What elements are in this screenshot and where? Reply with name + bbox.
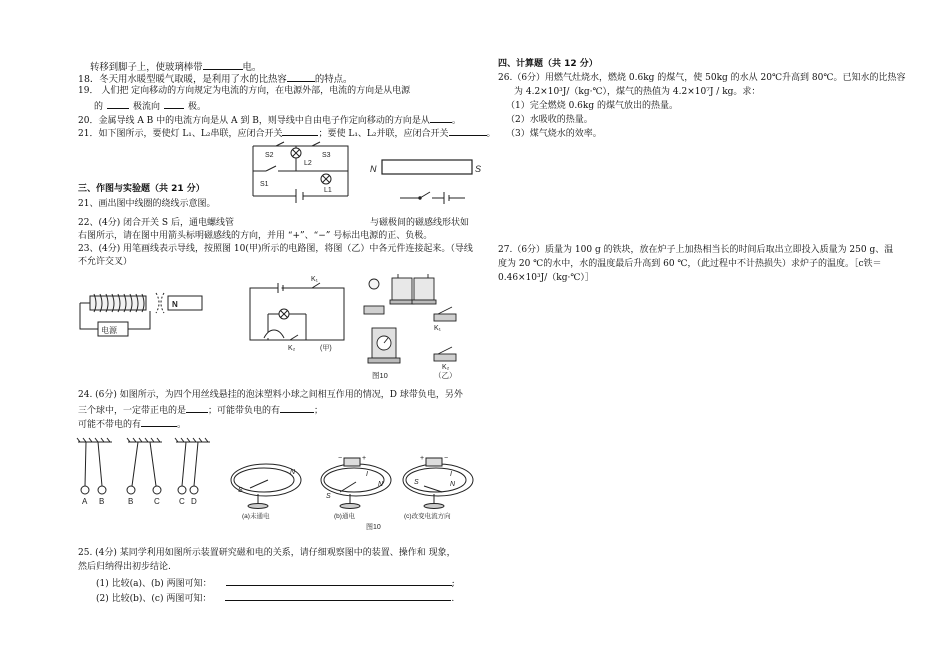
q27-line3: 0.46×10³J/（kg·℃）］ [498, 273, 594, 283]
q17-blank[interactable] [203, 60, 243, 70]
q25-blank-1[interactable] [226, 576, 452, 586]
q26-line2: 为 4.2×10³J/（kg·℃），煤气的热值为 4.2×10⁷J / kg。求： [514, 87, 761, 97]
q26-line1: 26.（6分）用燃气灶烧水，燃烧 0.6kg 的煤气，使 50kg 的水从 20℃升高到 80℃。已知水的比热容 [498, 73, 906, 83]
q21-blank-2[interactable] [449, 126, 487, 136]
label-s3: S3 [322, 152, 331, 159]
section-3-title: 三、作图与实验题（共 21 分） [78, 184, 205, 194]
q24-line2: 三个球中，一定带正电的是 ；可能带负电的有 ； [78, 403, 323, 418]
ball-label-d: D [191, 497, 197, 506]
jia-k2: K₂ [288, 345, 296, 352]
q23-line2: 不允许交叉） [78, 257, 133, 267]
q22-line2: 右图所示，请在图中用箭头标明磁感线的方向，并用 “+”、“−” 号标出电源的正、负极。 [78, 231, 433, 241]
yi-k2: K₂ [442, 364, 450, 371]
b-label-n: N [378, 481, 384, 488]
q24-line3: 可能不带电的有 。 [78, 417, 186, 432]
label-s2: S2 [265, 152, 274, 159]
solenoid-label-n: N [172, 300, 178, 309]
caption-c: (c)改变电流方向 [404, 513, 451, 520]
label-s1: S1 [260, 181, 269, 188]
q19-blank-1[interactable] [107, 99, 129, 109]
compass-wire-figure [228, 438, 478, 532]
section-4-title: 四、计算题（共 12 分） [498, 59, 598, 69]
q21: 21．如下图所示，要使灯 L₁、L₂串联，应闭合开关 ；要使 L₁、L₂并联，应闭合开关 。 [78, 126, 496, 141]
q18: 18．冬天用水暖型暖气取暖，是利用了水的比热容 的特点。 [78, 74, 353, 85]
q25-item2: (2) 比较(b)、(c) 两图可知： . [96, 591, 454, 606]
q24-blank-1[interactable] [186, 403, 208, 413]
c-label-s: S [414, 479, 419, 486]
q19-line2: 的 极流向 极。 [94, 99, 206, 114]
b-label-s: S [326, 493, 331, 500]
q27-line2: 度为 20 ℃的水中，水的温度最后升高到 60 ℃，（此过程中不计热损失）求炉子的温度。［c铁＝ [498, 259, 882, 269]
fig10-caption: 图10 [372, 371, 388, 380]
q24-line1: 24. (6分) 如图所示，为四个用丝线悬挂的泡沫塑料小球之间相互作用的情况，D 球带负电，另外 [78, 390, 463, 400]
q26-item-2: （2）水吸收的热量。 [506, 115, 593, 125]
q18-blank[interactable] [287, 72, 315, 82]
c-label-i: I [450, 471, 452, 478]
c-label-plus: + [420, 455, 425, 462]
q27-line1: 27.（6分）质量为 100 g 的铁块，放在炉子上加热相当长的时间后取出立即投入质量为 250 g、温 [498, 245, 894, 255]
q25-item1: (1) 比较(a)、(b) 两图可知： ; [96, 576, 455, 591]
fig10-yi-components [352, 268, 470, 380]
q25-line1: 25. (4分) 某同学利用如图所示装置研究磁和电的关系，请仔细观察图中的装置、操作和 现象， [78, 548, 456, 558]
q25-blank-2[interactable] [225, 591, 451, 601]
jia-caption: (甲) [320, 345, 332, 352]
c-label-minus: − [444, 455, 449, 462]
caption-a: (a)未通电 [242, 513, 270, 520]
a-label-s: S [238, 487, 243, 494]
yi-k1: K₁ [434, 325, 442, 332]
q20-blank[interactable] [430, 113, 452, 123]
q26-item-3: （3）煤气烧水的效率。 [506, 129, 602, 139]
caption-fig10-compass: 图10 [366, 524, 381, 531]
ball-label-b2: B [128, 497, 134, 506]
yi-caption: （乙） [434, 371, 457, 380]
q21-blank-1[interactable] [282, 126, 318, 136]
q20: 20．金属导线 A B 中的电流方向是从 A 到 B，则导线中自由电子作定向移动的方向是从 。 [78, 113, 461, 128]
ball-label-a: A [82, 497, 88, 506]
power-label: 电源 [101, 326, 117, 335]
ns-magnet-figure [370, 156, 485, 212]
q17-tail: 转移到脚子上，使玻璃棒带 电。 [90, 62, 262, 73]
caption-b: (b)通电 [334, 513, 355, 520]
q22-line1a: 22、(4分) 闭合开关 S 后，通电螺线管 [78, 218, 234, 228]
label-n: N [370, 164, 377, 174]
label-l2: L2 [304, 160, 312, 167]
ball-label-c1: C [154, 497, 160, 506]
q23-line1: 23、(4分) 用笔画线表示导线，按照图 10(甲)所示的电路图，将图（乙）中各元件连接起来。（导线 [78, 244, 473, 254]
b-label-i: I [366, 471, 368, 478]
q19-blank-2[interactable] [164, 99, 184, 109]
q21b: 21、画出图中线圈的绕线示意图。 [78, 199, 216, 209]
q22-line1b: 与磁极间的磁感线形状如 [370, 218, 470, 228]
ball-label-b1: B [99, 497, 105, 506]
b-label-minus: − [338, 455, 343, 462]
q25-line2: 然后归纳得出初步结论. [78, 562, 171, 572]
label-s: S [475, 164, 482, 174]
label-l1: L1 [324, 187, 332, 194]
fig10-jia-circuit [246, 272, 351, 352]
ball-label-c2: C [179, 497, 185, 506]
q24-blank-3[interactable] [141, 417, 177, 427]
jia-k1: K₁ [311, 276, 319, 283]
q24-blank-2[interactable] [280, 403, 314, 413]
b-label-plus: + [362, 455, 367, 462]
solenoid-figure [76, 289, 216, 345]
q19-line1: 19． 人们把 定向移动的方向规定为电流的方向，在电源外部，电流的方向是从电源 [78, 86, 411, 96]
series-parallel-circuit-figure [248, 141, 353, 213]
a-label-n: N [290, 469, 296, 476]
c-label-n: N [450, 481, 456, 488]
hanging-balls-figure [76, 436, 218, 506]
q26-item-1: （1）完全燃烧 0.6kg 的煤气放出的热量。 [506, 101, 678, 111]
